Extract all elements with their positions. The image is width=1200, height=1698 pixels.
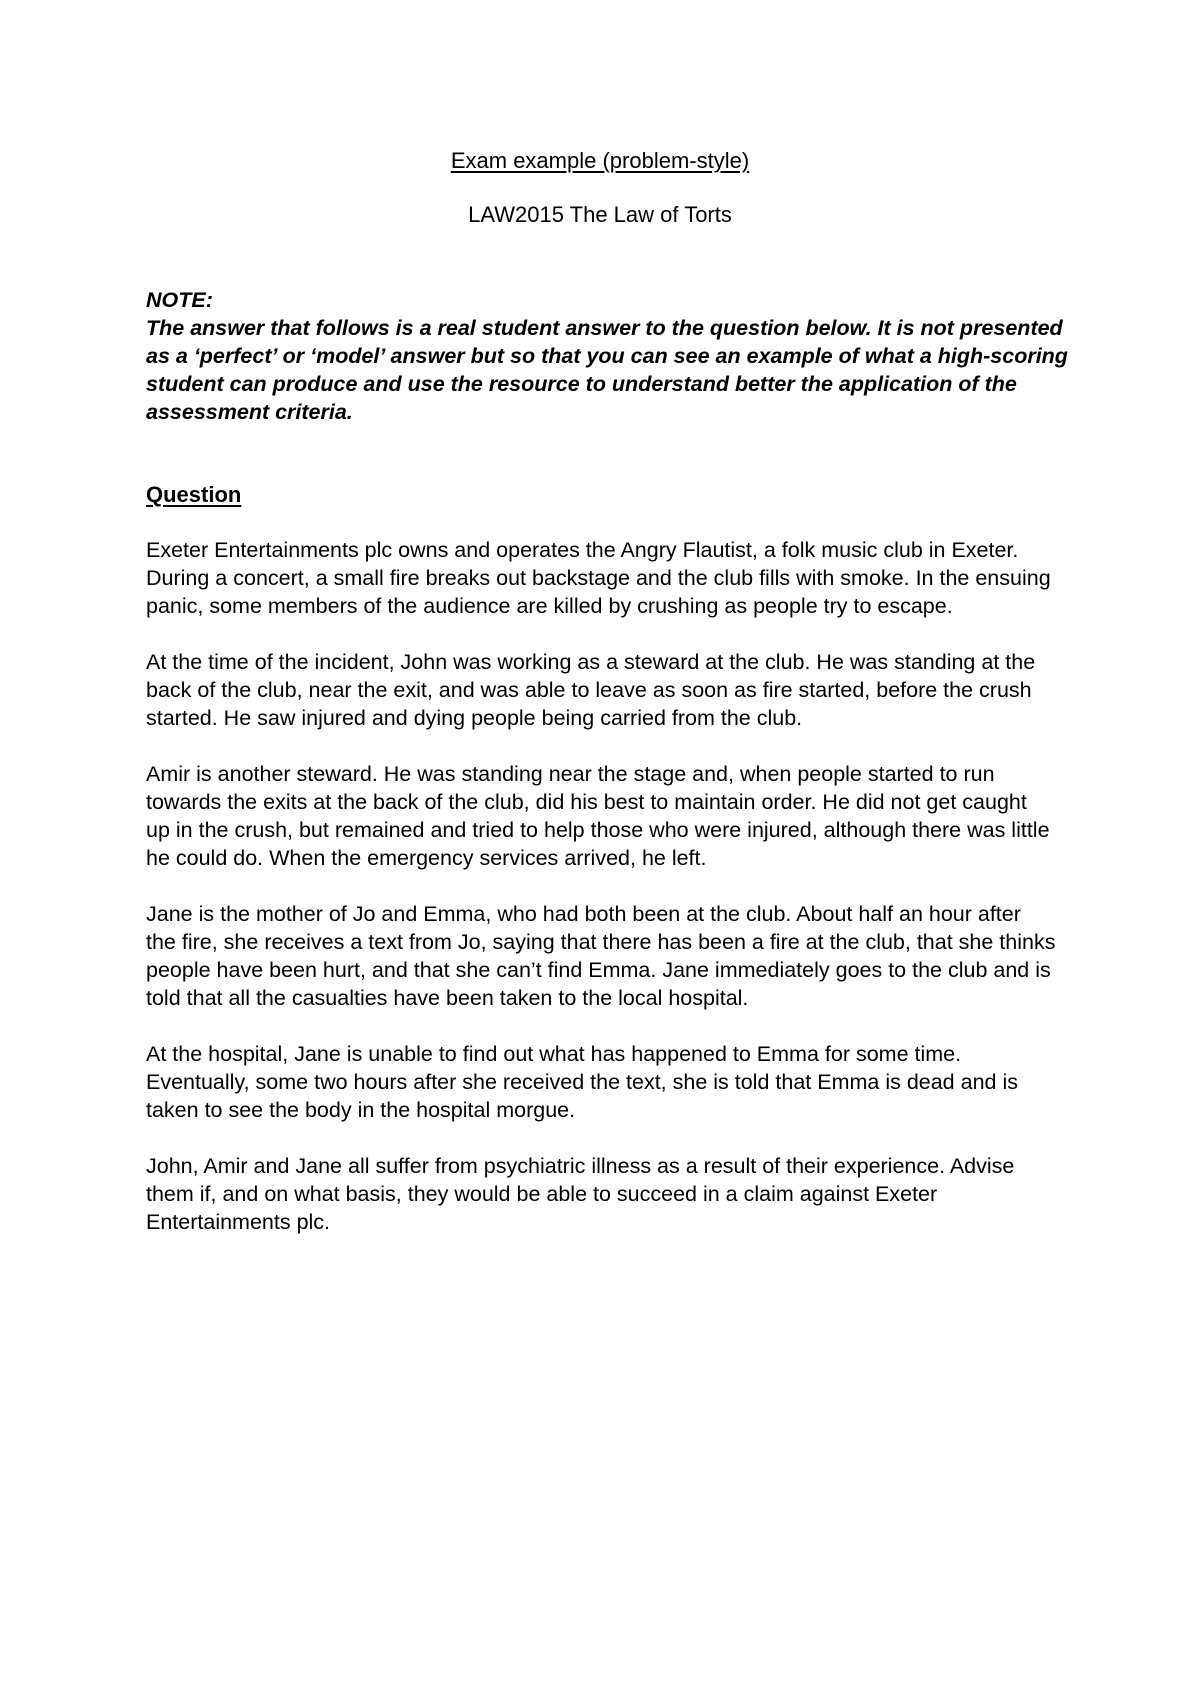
course-title: LAW2015 The Law of Torts (468, 202, 732, 227)
question-body (146, 536, 1056, 1264)
question-paragraph-6: John, Amir and Jane all suffer from psychiatric illness as a result of their experience. Advise them if, and on what basis, they would be able to succeed in a claim against Exeter Entertainments plc. (146, 1154, 1015, 1234)
question-paragraph-2: At the time of the incident, John was working as a steward at the club. He was standing at the back of the club, near the exit, and was able to leave as soon as fire started, before the crush started. He saw injured and dying people being carried from the club. (146, 650, 1036, 730)
document-title: Exam example (problem-style) (450, 148, 750, 173)
note-label: NOTE: (146, 288, 213, 312)
question-paragraph-1: Exeter Entertainments plc owns and operates the Angry Flautist, a folk music club in Exeter. During a concert, a small fire breaks out backstage and the club fills with smoke. In the ensuing panic, some members of the audience are killed by crushing as people try to escape. (146, 538, 1051, 618)
note-text: The answer that follows is a real student answer to the question below. It is not presented as a ‘perfect’ or ‘model’ answer but so that you can see an example of what a high-scoring student can produce and use the resource to understand better the application of the assessment criteria. (146, 316, 1068, 424)
question-heading: Question (146, 482, 242, 507)
question-paragraph-5: At the hospital, Jane is unable to find out what has happened to Emma for some time. Eventually, some two hours after she received the text, she is told that Emma is dead and is taken to see the body in the hospital morgue. (146, 1042, 1018, 1122)
question-paragraph-4: Jane is the mother of Jo and Emma, who had both been at the club. About half an hour after the fire, she receives a text from Jo, saying that there has been a fire at the club, that she thinks people have been hurt, and that she can’t find Emma. Jane immediately goes to the club and is told that all the casualties have been taken to the local hospital. (146, 902, 1056, 1010)
note-block (146, 286, 1086, 426)
question-paragraph-3: Amir is another steward. He was standing near the stage and, when people started to run towards the exits at the back of the club, did his best to maintain order. He did not get caught up in the crush, but remained and tried to help those who were injured, although there was little he could do. When the emergency services arrived, he left. (146, 762, 1050, 870)
